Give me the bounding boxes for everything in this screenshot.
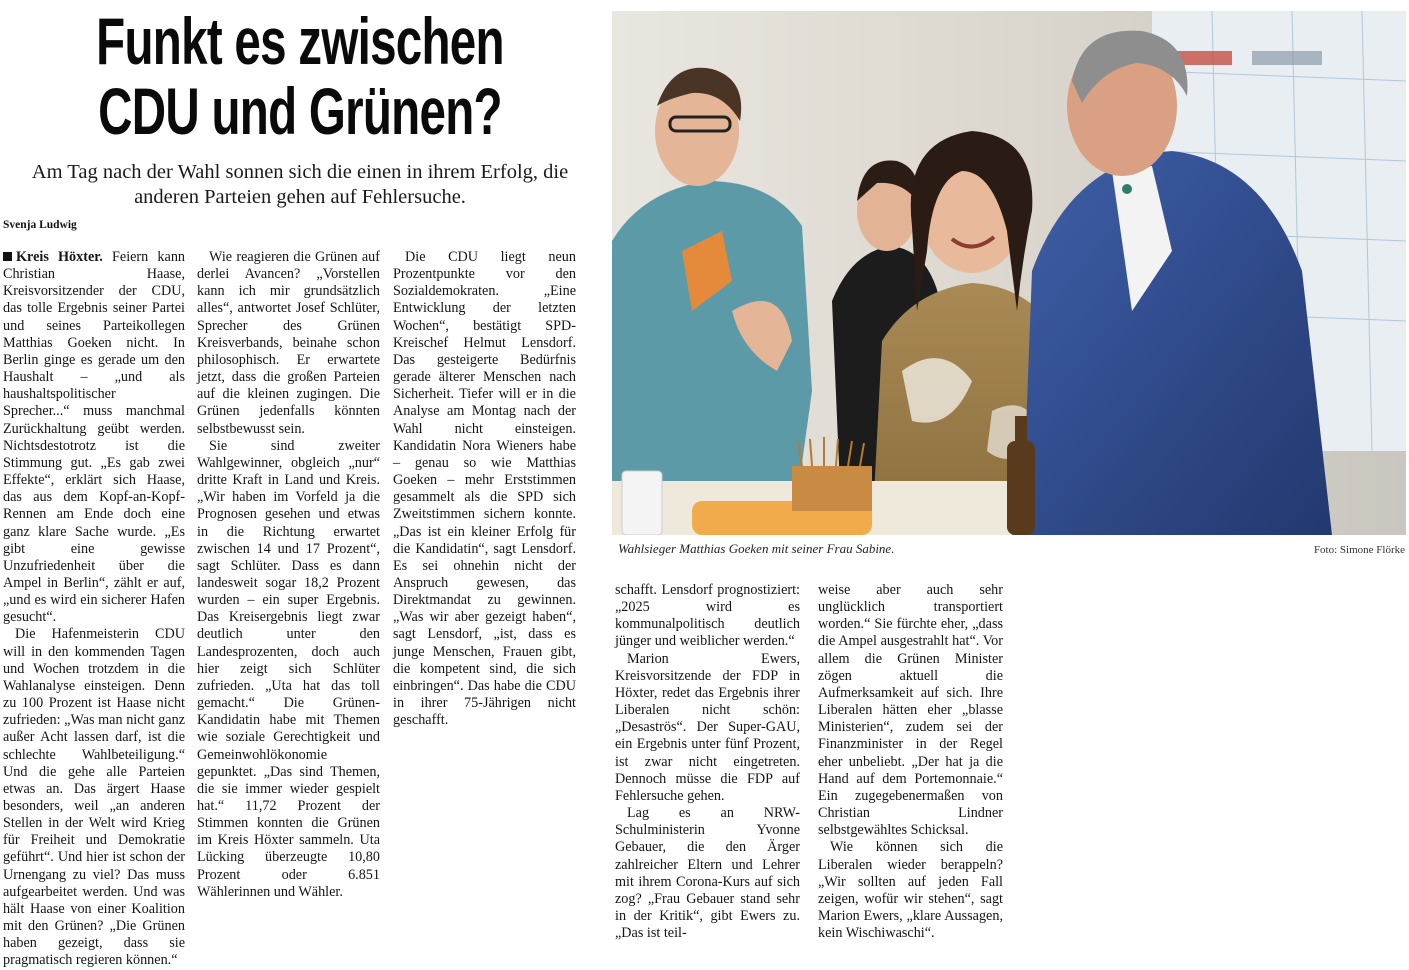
paragraph: Lag es an NRW-Schulministerin Yvonne Gebauer, die den Ärger zahlreicher Eltern und Lehrer mit ihrem Corona-Kurs auf sich zog? „Frau Gebauer stand sehr in der Kritik“, gibt Ewers zu. „Das ist teil- — [615, 805, 800, 942]
headline-line-1: Funkt es zwischen — [96, 4, 504, 78]
paragraph: Die CDU liegt neun Prozentpunkte vor den Sozialdemokraten. „Eine Entwicklung der letzten Wochen“, bestätigt SPD-Kreischef Helmut Lensdorf. Das gesteigerte Bedürfnis gerade älterer Menschen nach Sicherheit. Tiefer will er in die Analyse am Montag nach der Wahl nicht einsteigen. Kandidatin Nora Wieners habe – genau so wie Matthias Goeken – mehr Erststimmen gesammelt als die SPD sich Zweitstimmen sichern konnte. „Das ist ein kleiner Erfolg für die Kandidatin“, sagt Lensdorf. Es sei ohnehin nicht der Anspruch gewesen, das Direktmandat zu gewinnen. „Was wir aber gezeigt haben“, sagt Lensdorf, „ist, dass es junge Menschen, Frauen gibt, die kompetent sind, die sich einbringen“. Das habe die CDU in ihrer 75-Jährigen nicht geschafft. — [393, 249, 576, 729]
article-column-1 — [3, 249, 185, 970]
article-column-5 — [818, 582, 1003, 942]
photo-credit: Foto: Simone Flörke — [1313, 544, 1405, 556]
subheadline: Am Tag nach der Wahl sonnen sich die einen in ihrem Erfolg, die anderen Parteien gehen auf Fehlersuche. — [31, 161, 569, 208]
headline — [84, 6, 516, 146]
article-photo — [612, 11, 1406, 535]
author-byline: Svenja Ludwig — [3, 219, 77, 231]
paragraph: Marion Ewers, Kreisvorsitzende der FDP in Höxter, redet das Ergebnis ihrer Liberalen nicht schön: „Desaströs“. Der Super-GAU, ein Ergebnis unter fünf Prozent, ist zwar nicht eingetreten. Dennoch müsse die FDP auf Fehlersuche gehen. — [615, 650, 800, 804]
photo-caption: Wahlsieger Matthias Goeken mit seiner Frau Sabine. — [618, 541, 895, 556]
article-column-4 — [615, 582, 800, 942]
photo-image — [612, 11, 1406, 535]
article-column-2 — [197, 249, 380, 901]
paragraph: schafft. Lensdorf prognostiziert: „2025 wird es kommunalpolitisch deutlich jünger und weiblicher werden.“ — [615, 582, 800, 650]
paragraph-text: Feiern kann Christian Haase, Kreisvorsitzender der CDU, das tolle Ergebnis seiner Partei und seines Parteikollegen Matthias Goeken nicht. In Berlin ginge es gerade um den Haushalt – „und als haushaltspolitischer Sprecher...“ muss manchmal Zurückhaltung geübt werden. Nichtsdestotrotz ist die Stimmung gut. „Es gab zwei Effekte“, erklärt sich Haase, das aus dem Kopf-an-Kopf-Rennen am Ende doch eine ganz klare Sache wurde. „Es gibt eine gewisse Unzufriedenheit über die Ampel in Berlin“, zählt er auf, „und es wird ein sicherer Hafen gesucht“. — [3, 249, 186, 626]
paragraph — [3, 249, 185, 626]
headline-line-2: CDU und Grünen? — [98, 74, 502, 148]
paragraph: weise aber auch sehr unglücklich transportiert worden.“ Sie fürchte eher, „dass die Ampel ausgestrahlt hat“. Vor allem die Grünen Minister zögen aktuell die Aufmerksamkeit auf sich. Ihre Liberalen hätten eher „blasse Ministerien“, zudem sei der Finanzminister in der Regel eher unbeliebt. „Der hat ja die Hand auf dem Portemonnaie.“ Ein zugegebenermaßen von Christian Lindner selbstgewähltes Schicksal. — [818, 582, 1003, 839]
paragraph: Die Hafenmeisterin CDU will in den kommenden Tagen und Wochen trotzdem in die Wahlanalyse einsteigen. Denn zu 100 Prozent ist Haase nicht zufrieden: „Was man nicht ganz außer Acht lassen darf, ist die schlechte Wahlbeteiligung.“ Und die gehe alle Parteien etwas an. Das ärgert Haase besonders, weil „an anderen Stellen in der Welt wird Krieg für Freiheit und Demokratie geführt“. Und hier ist schon der Urnengang zu viel? Das muss aufgearbeitet werden. Und was hält Haase von einer Koalition mit den Grünen? „Die Grünen haben gezeigt, dass sie pragmatisch regieren können.“ — [3, 626, 185, 969]
dateline-location: Kreis Höxter. — [16, 249, 103, 265]
paragraph: Wie können sich die Liberalen wieder berappeln? „Wir sollten auf jeden Fall zeigen, wofür wir stehen“, sagt Marion Ewers, „klare Aussagen, kein Wischiwaschi“. — [818, 839, 1003, 942]
paragraph: Wie reagieren die Grünen auf derlei Avancen? „Vorstellen kann ich mir grundsätzlich alles“, antwortet Josef Schlüter, Sprecher des Grünen Kreisverbands, beinahe schon philosophisch. Er erwartete jetzt, dass die großen Parteien auf die kleinen zugingen. Die Grünen jedenfalls könnten selbstbewusst sein. — [197, 249, 380, 437]
square-bullet-icon — [3, 252, 12, 261]
paragraph: Sie sind zweiter Wahlgewinner, obgleich „nur“ dritte Kraft in Land und Kreis. „Wir haben im Vorfeld ja die Prognosen gesehen und etwas in die Richtung erwartet zwischen 14 und 17 Prozent“, sagt Schlüter. Dass es dann landesweit sogar 18,2 Prozent wurden – ein super Ergebnis. Das Kreisergebnis liegt zwar deutlich unter den Landesprozenten, doch auch hier zeigt sich Schlüter zufrieden. „Uta hat das toll gemacht.“ Die Grünen-Kandidatin habe mit Themen wie soziale Gerechtigkeit und Gemeinwohlökonomie gepunktet. „Das sind Themen, die sie immer wieder gespielt hat.“ 11,72 Prozent der Stimmen konnten die Grünen im Kreis Höxter sammeln. Uta Lücking überzeugte 10,80 Prozent oder 6.851 Wählerinnen und Wähler. — [197, 437, 380, 900]
article-column-3 — [393, 249, 576, 729]
